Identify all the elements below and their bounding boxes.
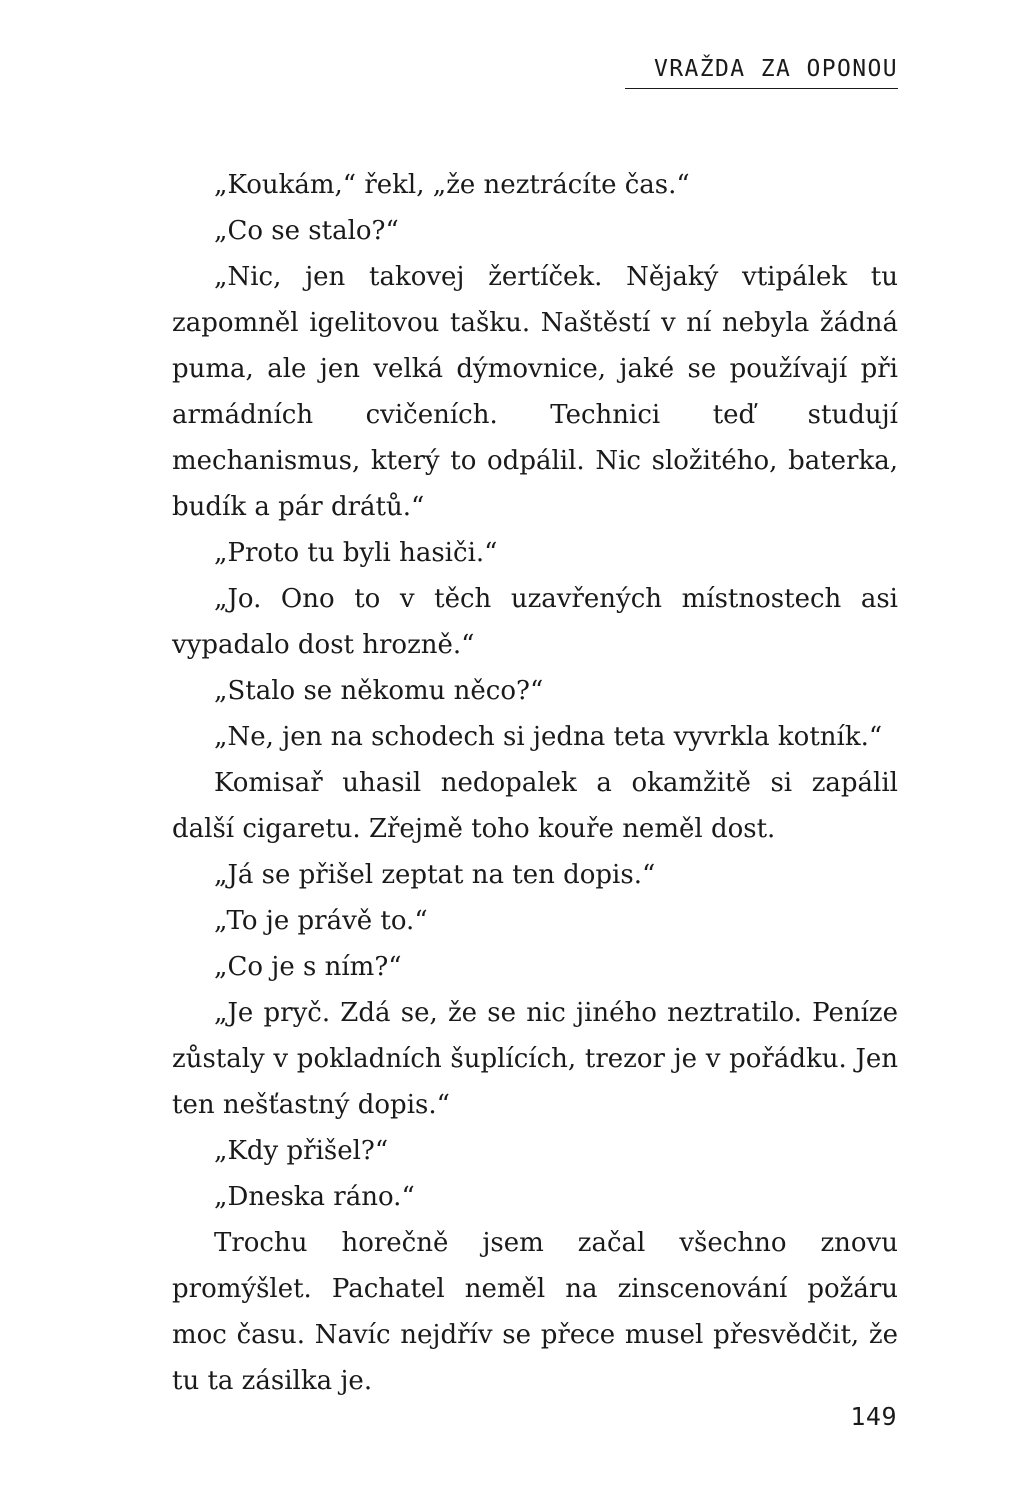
paragraph: „Já se přišel zeptat na ten dopis.“ [214, 860, 656, 890]
page-number: 149 [850, 1402, 897, 1431]
paragraph: „Nic, jen takovej žertíček. Nějaký vtipálek tu zapomněl igelitovou tašku. Naštěstí v ní nebyla žádná puma, ale jen velká dýmovnice, jaké se používají při armádních cvičeních. Technici teď studují mechanismus, který to odpálil. Nic složitého, baterka, budík a pár drátů.“ [172, 262, 898, 522]
paragraph: Komisař uhasil nedopalek a okamžitě si zapálil další cigaretu. Zřejmě toho kouře neměl dost. [172, 768, 898, 844]
body-text [172, 162, 898, 1404]
paragraph: „To je právě to.“ [214, 906, 428, 936]
running-head-title: VRAŽDA ZA OPONOU [625, 56, 898, 89]
paragraph: „Jo. Ono to v těch uzavřených místnostech asi vypadalo dost hrozně.“ [172, 584, 898, 660]
paragraph: „Proto tu byli hasiči.“ [214, 538, 498, 568]
paragraph: „Co je s ním?“ [214, 952, 402, 982]
paragraph: „Dneska ráno.“ [214, 1182, 415, 1212]
paragraph: „Co se stalo?“ [214, 216, 399, 246]
paragraph: „Kdy přišel?“ [214, 1136, 389, 1166]
paragraph: „Koukám,“ řekl, „že neztrácíte čas.“ [214, 170, 690, 200]
paragraph: „Ne, jen na schodech si jedna teta vyvrkla kotník.“ [214, 722, 883, 752]
paragraph: Trochu horečně jsem začal všechno znovu promýšlet. Pachatel neměl na zinscenování požáru moc času. Navíc nejdřív se přece musel přesvědčit, že tu ta zásilka je. [172, 1228, 898, 1396]
paragraph: „Stalo se někomu něco?“ [214, 676, 544, 706]
paragraph: „Je pryč. Zdá se, že se nic jiného neztratilo. Peníze zůstaly v pokladních šuplících, trezor je v pořádku. Jen ten nešťastný dopis.“ [172, 998, 898, 1120]
